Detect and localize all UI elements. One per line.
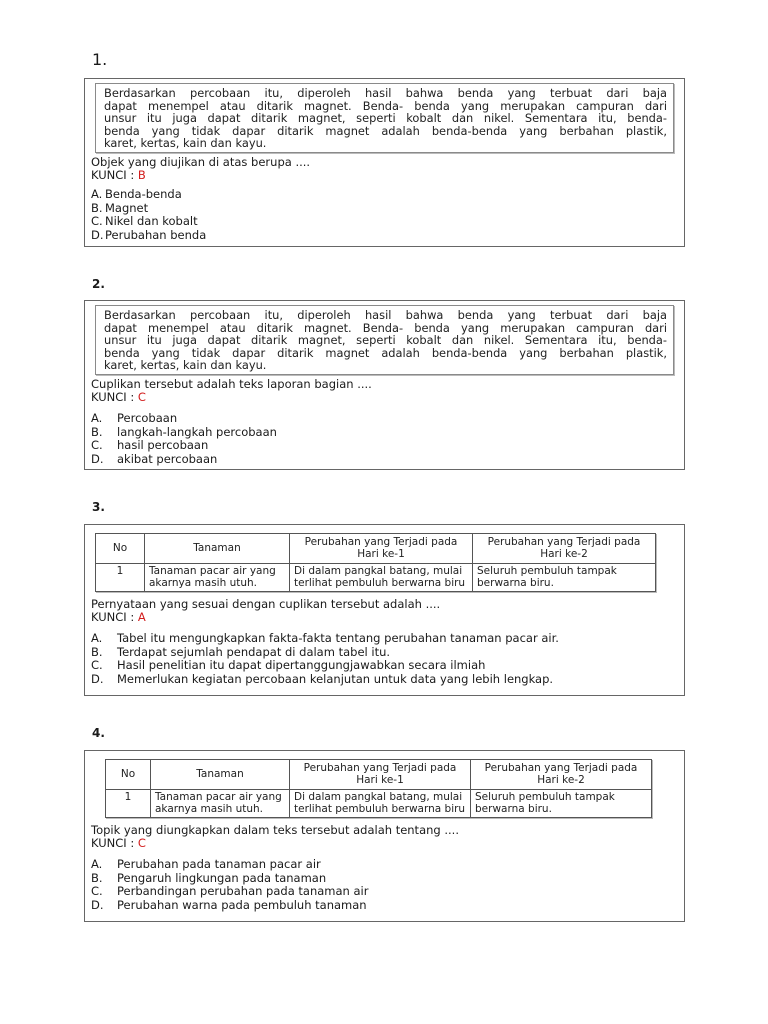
option-text: Perubahan benda [105,227,207,242]
option-c[interactable] [91,885,684,899]
table-header-row [106,760,652,790]
question-4-table [105,759,652,818]
question-3-options [91,632,684,686]
table-row [106,790,652,818]
question-4-options [91,858,684,912]
table-header: No [96,534,145,564]
option-text: Perbandingan perubahan pada tanaman air [117,884,369,899]
option-c[interactable] [91,215,684,229]
table-header: Perubahan yang Terjadi pada Hari ke-2 [471,760,652,790]
kunci-label: KUNCI : [91,167,138,182]
option-letter: C. [91,438,103,453]
table-header-row [96,534,656,564]
option-text: Pengaruh lingkungan pada tanaman [117,870,327,885]
passage-line: benda yang tidak dapar ditarik magnet adalah benda-benda yang berbahan plastik, [104,123,667,138]
kunci-label: KUNCI : [91,836,138,850]
option-text: Tabel itu mengungkapkan fakta-fakta tentang perubahan tanaman pacar air. [117,631,559,645]
question-1-box [84,78,685,247]
question-1-options [91,188,684,242]
option-b[interactable] [91,202,684,216]
option-text: langkah-langkah percobaan [117,424,277,439]
question-2-kunci [91,391,684,404]
table-row [96,564,656,592]
passage-line: dapat menempel atau ditarik magnet. Benda- benda yang merupakan campuran dari [104,98,667,113]
passage-line: unsur itu juga dapat ditarik magnet, seperti kobalt dan nikel. Sementara itu, benda- [104,333,667,348]
option-letter: D. [91,897,104,912]
kunci-label: KUNCI : [91,610,138,624]
table-header: Tanaman [145,534,290,564]
option-text: Perubahan pada tanaman pacar air [117,857,321,871]
option-letter: B. [91,870,103,885]
option-text: Perubahan warna pada pembuluh tanaman [117,897,367,912]
option-letter: D. [91,671,104,686]
table-cell: 1 [106,790,151,818]
table-cell: Di dalam pangkal batang, mulai terlihat pembuluh berwarna biru [290,790,471,818]
option-b[interactable] [91,426,684,440]
kunci-answer: C [137,836,146,850]
option-letter: C. [91,658,103,673]
question-3-table [95,533,656,592]
kunci-answer: C [137,389,146,404]
option-letter: A. [91,857,103,871]
option-d[interactable] [91,673,684,687]
option-text: Percobaan [117,410,178,425]
option-b[interactable] [91,872,684,886]
table-header: Perubahan yang Terjadi pada Hari ke-2 [473,534,656,564]
option-text: Nikel dan kobalt [105,214,198,229]
question-1-number: 1. [92,50,108,69]
passage-line: unsur itu juga dapat ditarik magnet, seperti kobalt dan nikel. Sementara itu, benda- [104,111,667,126]
option-letter: D. [91,451,104,466]
question-3-text: Pernyataan yang sesuai dengan cuplikan tersebut adalah .... [91,597,441,611]
passage-line: dapat menempel atau ditarik magnet. Benda- benda yang merupakan campuran dari [104,320,667,335]
option-letter: D. [91,227,104,242]
question-3-kunci [91,611,684,624]
table-header: Perubahan yang Terjadi pada Hari ke-1 [290,760,471,790]
option-letter: C. [91,214,103,229]
question-2-passage [95,305,674,375]
option-b[interactable] [91,646,684,660]
question-3-number: 3. [92,500,105,514]
passage-line: Berdasarkan percobaan itu, diperoleh hasil bahwa benda yang terbuat dari baja [104,308,667,322]
question-2-box [84,300,685,470]
option-a[interactable] [91,858,684,872]
kunci-answer: A [137,610,146,624]
option-letter: C. [91,884,103,899]
question-2-options [91,412,684,466]
option-text: Magnet [105,200,149,215]
table-cell: Tanaman pacar air yang akarnya masih utuh. [151,790,290,818]
option-d[interactable] [91,453,684,467]
passage-line: karet, kertas, kain dan kayu. [104,358,267,373]
question-1-kunci [91,169,684,182]
table-cell: Seluruh pembuluh tampak berwarna biru. [473,564,656,592]
option-a[interactable] [91,632,684,646]
option-text: akibat percobaan [117,451,218,466]
option-text: Hasil penelitian itu dapat dipertanggungjawabkan secara ilmiah [117,658,486,673]
question-1-text: Objek yang diujikan di atas berupa .... [91,154,311,169]
table-header: Tanaman [151,760,290,790]
table-cell: Di dalam pangkal batang, mulai terlihat pembuluh berwarna biru [290,564,473,592]
option-text: Terdapat sejumlah pendapat di dalam tabel itu. [117,644,391,659]
kunci-label: KUNCI : [91,389,138,404]
option-letter: A. [91,186,103,201]
option-d[interactable] [91,229,684,243]
kunci-answer: B [137,167,146,182]
question-2-text: Cuplikan tersebut adalah teks laporan bagian .... [91,376,372,391]
option-text: Benda-benda [105,186,182,201]
table-header: No [106,760,151,790]
question-3-box [84,524,685,696]
table-cell: 1 [96,564,145,592]
question-4-text: Topik yang diungkapkan dalam teks tersebut adalah tentang .... [91,823,459,837]
option-letter: A. [91,410,103,425]
question-2-number: 2. [92,277,105,291]
option-c[interactable] [91,439,684,453]
question-4-kunci [91,837,684,850]
option-text: hasil percobaan [117,438,209,453]
option-text: Memerlukan kegiatan percobaan kelanjutan untuk data yang lebih lengkap. [117,671,554,686]
option-a[interactable] [91,188,684,202]
option-c[interactable] [91,659,684,673]
passage-line: Berdasarkan percobaan itu, diperoleh hasil bahwa benda yang terbuat dari baja [104,86,667,100]
option-letter: B. [91,424,103,439]
option-letter: A. [91,631,103,645]
table-cell: Tanaman pacar air yang akarnya masih utuh. [145,564,290,592]
passage-line: benda yang tidak dapar ditarik magnet adalah benda-benda yang berbahan plastik, [104,345,667,360]
question-1-passage [95,83,674,153]
question-4-number: 4. [92,726,105,740]
passage-line: karet, kertas, kain dan kayu. [104,136,267,151]
option-d[interactable] [91,899,684,913]
question-4-box [84,750,685,922]
table-cell: Seluruh pembuluh tampak berwarna biru. [471,790,652,818]
option-letter: B. [91,644,103,659]
option-a[interactable] [91,412,684,426]
option-letter: B. [91,200,103,215]
table-header: Perubahan yang Terjadi pada Hari ke-1 [290,534,473,564]
